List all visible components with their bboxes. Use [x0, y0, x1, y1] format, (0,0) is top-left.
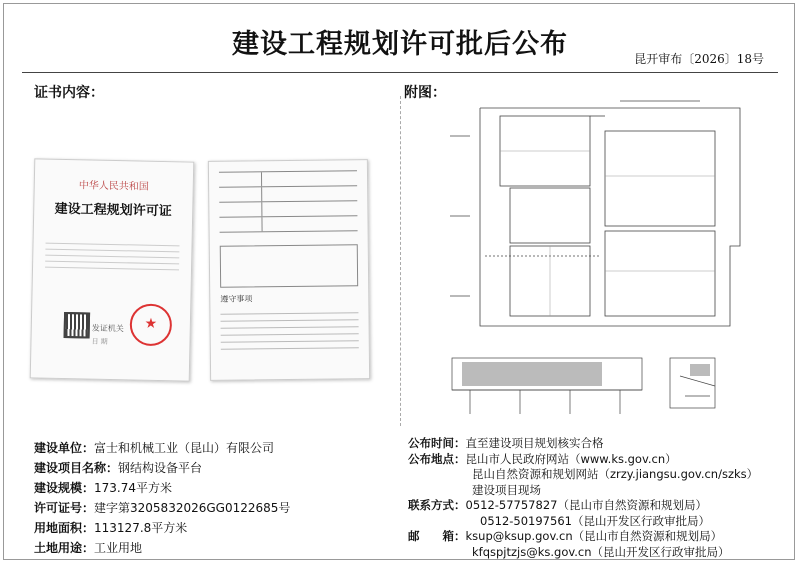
page-title: 建设工程规划许可批后公布	[232, 29, 568, 60]
time-value: 直至建设项目规划核实合格	[465, 436, 604, 450]
official-seal-icon: ★	[129, 303, 172, 346]
attachment-section-label: 附图：	[404, 85, 446, 101]
certificate-attachment-box	[220, 244, 358, 287]
project-name-value: 钢结构设备平台	[118, 461, 203, 475]
land-area-label: 用地面积：	[34, 521, 95, 535]
date-label: 日 期	[91, 337, 108, 346]
email-label: 邮 箱：	[408, 529, 466, 543]
section-divider	[400, 96, 401, 426]
permit-value: 建字第3205832026GG0122685号	[94, 501, 291, 515]
time-label: 公布时间：	[408, 436, 466, 450]
unit-value: 富士和机械工业（昆山）有限公司	[94, 441, 275, 455]
place-value-3: 建设项目现场	[472, 482, 541, 497]
land-use-value: 工业用地	[94, 541, 143, 555]
certificate-notice-lines	[220, 306, 358, 355]
contact-value-1: 0512-57757827（昆山市自然资源和规划局）	[465, 498, 707, 512]
scale-label: 建设规模：	[34, 481, 95, 495]
site-plan-drawing	[440, 96, 770, 426]
project-name-label: 建设项目名称：	[34, 461, 119, 475]
certificate-body-text	[45, 238, 180, 276]
place-value-2: 昆山自然资源和规划网站（zrzy.jiangsu.gov.cn/szks）	[472, 467, 759, 481]
contact-label: 联系方式：	[408, 498, 466, 512]
permit-label: 许可证号：	[34, 501, 95, 515]
place-label: 公布地点：	[408, 451, 466, 466]
unit-label: 建设单位：	[34, 441, 95, 455]
certificate-back-image	[208, 159, 370, 381]
publication-info	[408, 436, 758, 560]
certificate-country: 中华人民共和国	[78, 180, 149, 193]
qr-code-icon	[64, 312, 91, 339]
project-info	[34, 438, 290, 558]
contact-value-2: 0512-50197561（昆山开发区行政审批局）	[480, 513, 710, 528]
land-area-value: 113127.8平方米	[94, 521, 188, 535]
scale-value: 173.74平方米	[94, 481, 173, 495]
place-value-1: 昆山市人民政府网站（www.ks.gov.cn）	[465, 451, 677, 466]
email-value-1: ksup@ksup.gov.cn（昆山市自然资源和规划局）	[465, 529, 723, 543]
document-number: 昆开审布〔2026〕18号	[634, 52, 764, 66]
certificate-section-label: 证书内容：	[34, 85, 104, 101]
header-divider	[22, 72, 778, 73]
certificate-notice-title: 遵守事项	[220, 294, 253, 304]
certificate-title: 建设工程规划许可证	[54, 201, 172, 220]
land-use-label: 土地用途：	[34, 541, 95, 555]
issuer-label: 发证机关	[91, 323, 124, 334]
email-value-2: kfqspjtzjs@ks.gov.cn（昆山开发区行政审批局）	[472, 544, 730, 559]
certificate-table	[219, 170, 358, 232]
certificate-front-image	[30, 158, 195, 381]
